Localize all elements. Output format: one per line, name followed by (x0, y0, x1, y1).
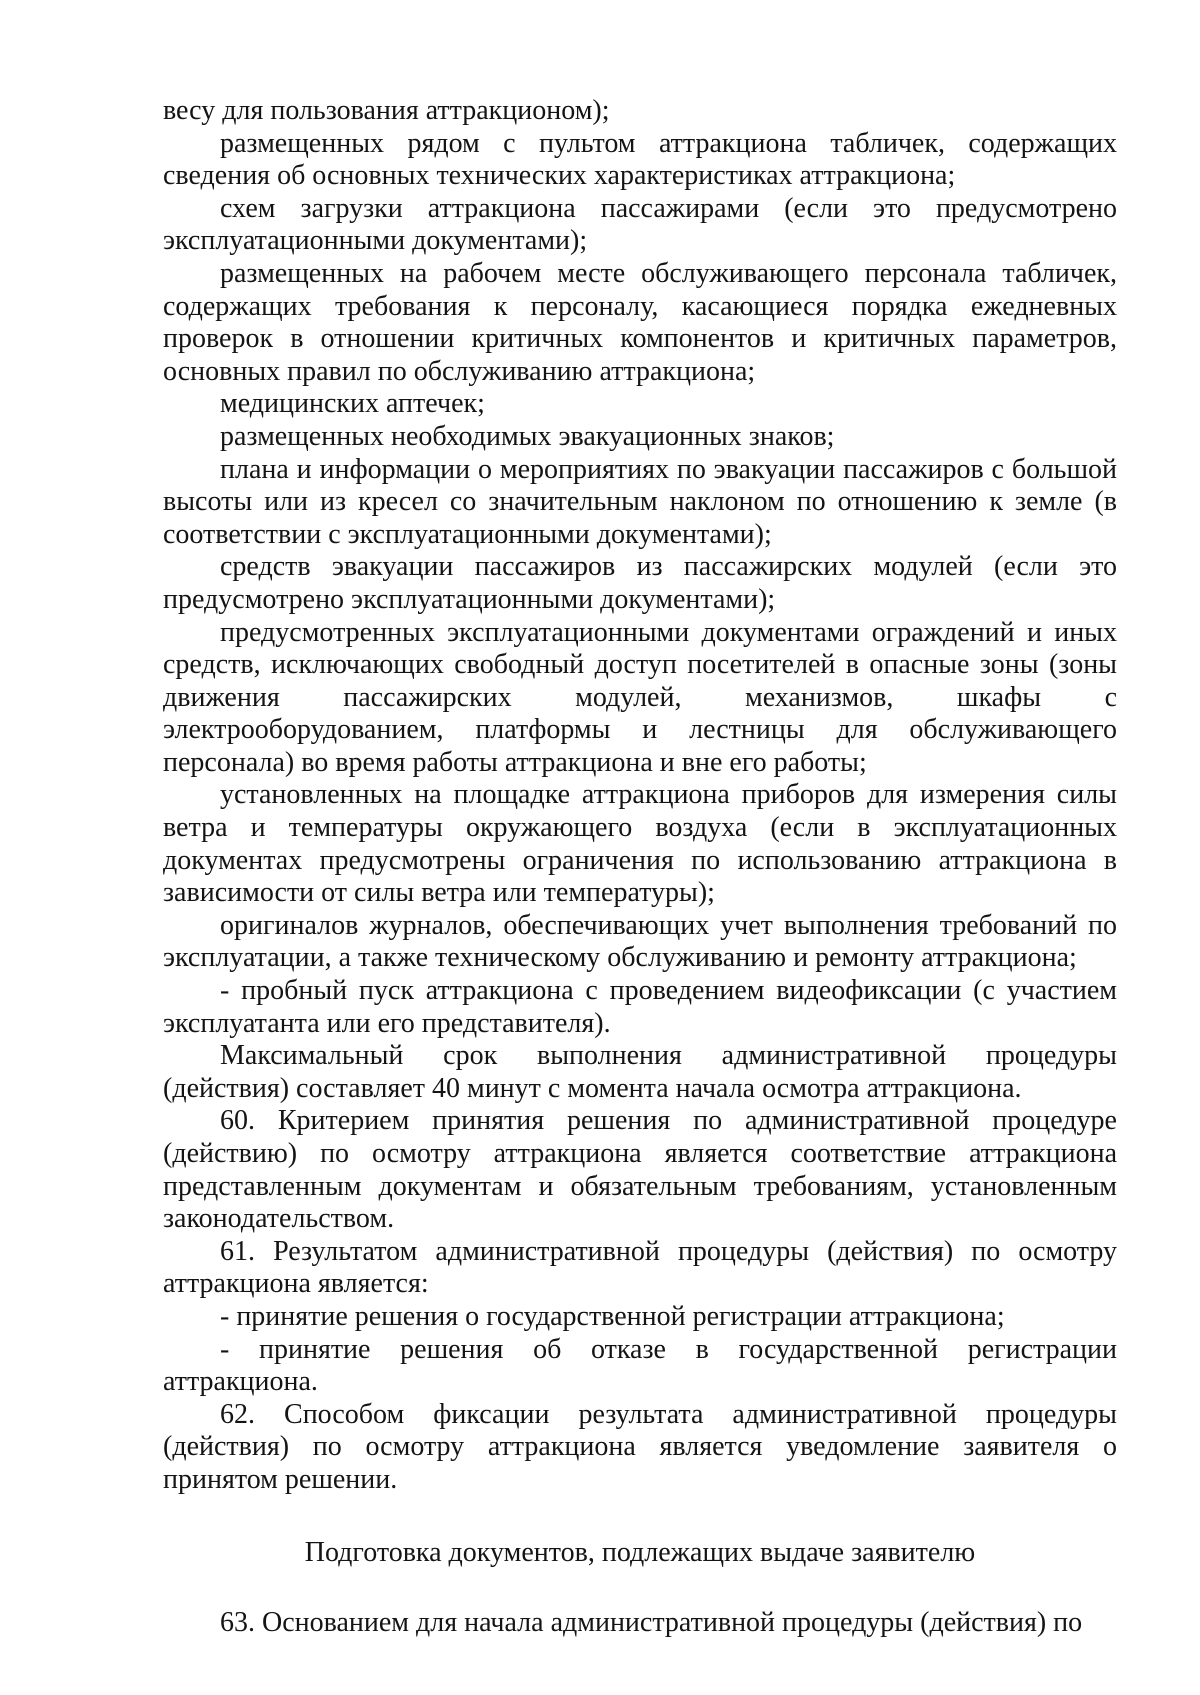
paragraph: медицинских аптечек; (220, 388, 485, 420)
section-heading: Подготовка документов, подлежащих выдаче заявителю (304, 1536, 976, 1568)
paragraph: Максимальный срок выполнения административной процедуры (действия) составляет 40 минут с момента начала осмотра аттракциона. (163, 1040, 1117, 1104)
paragraph: - принятие решения об отказе в государственной регистрации аттракциона. (163, 1333, 1117, 1398)
paragraph-60: 60. Критерием принятия решения по административной процедуре (действию) по осмотру аттракциона является соответствие аттракциона представленным документам и обязательным требованиям, установленным законодательством. (163, 1105, 1117, 1235)
paragraph: схем загрузки аттракциона пассажирами (если это предусмотрено эксплуатационными документами); (163, 192, 1117, 257)
paragraph: размещенных рядом с пультом аттракциона табличек, содержащих сведения об основных технических характеристиках аттракциона; (163, 127, 1117, 192)
paragraph: - принятие решения о государственной регистрации аттракциона; (220, 1300, 1005, 1332)
paragraph: оригиналов журналов, обеспечивающих учет выполнения требований по эксплуатации, а также техническому обслуживанию и ремонту аттракциона; (163, 909, 1117, 974)
paragraph: размещенных необходимых эвакуационных знаков; (220, 420, 835, 452)
paragraph-62: 62. Способом фиксации результата административной процедуры (действия) по осмотру аттракциона является уведомление заявителя о принятом решении. (163, 1398, 1117, 1495)
paragraph-63: 63. Основанием для начала административной процедуры (действия) по (220, 1607, 1083, 1639)
paragraph: весу для пользования аттракционом); (163, 95, 610, 126)
paragraph: предусмотренных эксплуатационными документами ограждений и иных средств, исключающих свободный доступ посетителей в опасные зоны (зоны движения пассажирских модулей, механизмов, шкафы с электрооборудованием, платформы и лестницы для обслуживающего персонала) во время работы аттракциона и вне его работы; (163, 616, 1117, 778)
paragraph-61: 61. Результатом административной процедуры (действия) по осмотру аттракциона является: (163, 1235, 1117, 1300)
paragraph: размещенных на рабочем месте обслуживающего персонала табличек, содержащих требования к персоналу, касающиеся порядка ежедневных проверок в отношении критичных компонентов и критичных параметров, основных правил по обслуживанию аттракциона; (163, 257, 1117, 387)
paragraph: средств эвакуации пассажиров из пассажирских модулей (если это предусмотрено эксплуатационными документами); (163, 551, 1117, 615)
document-body (163, 95, 1117, 1640)
paragraph: плана и информации о мероприятиях по эвакуации пассажиров с большой высоты или из кресел со значительным наклоном по отношению к земле (в соответствии с эксплуатационными документами); (163, 453, 1117, 550)
paragraph: - пробный пуск аттракциона с проведением видеофиксации (с участием эксплуатанта или его представителя). (163, 975, 1117, 1039)
paragraph: установленных на площадке аттракциона приборов для измерения силы ветра и температуры окружающего воздуха (если в эксплуатационных документах предусмотрены ограничения по использованию аттракциона в зависимости от силы ветра или температуры); (163, 779, 1117, 909)
